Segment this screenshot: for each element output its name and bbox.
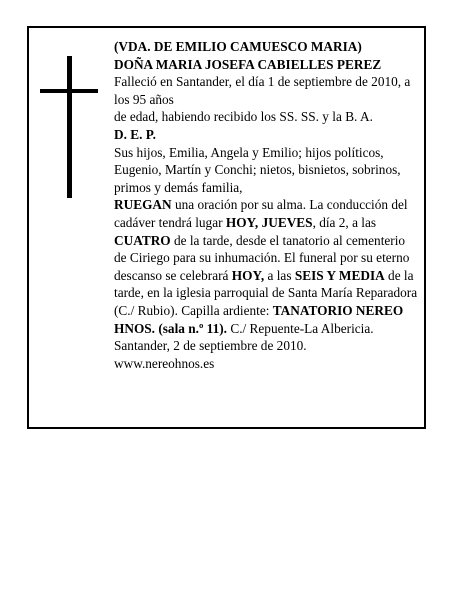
hoy-word: HOY,	[231, 267, 265, 283]
widow-of-line: (VDA. DE EMILIO CAMUESCO MARIA)	[114, 39, 362, 54]
church-text: de la tarde, en la iglesia parroquial de Santa María Reparadora (C./ Rubio). Capilla ardiente:	[114, 267, 418, 318]
cemetery-text: de la tarde, desde el tanatorio al cementerio de Ciriego para su inhumación. El funeral por su eterno descanso se celebrará	[114, 232, 410, 283]
prayer-text: una oración por su alma. La conducción del cadáver tendrá lugar	[114, 197, 408, 230]
death-line-1: Falleció en Santander, el día 1 de septiembre de 2010, a los 95 años	[114, 74, 411, 107]
hoy-jueves: HOY, JUEVES	[225, 214, 313, 230]
tanatorio-name: TANATORIO NEREO HNOS. (sala n.º 11).	[114, 302, 404, 336]
death-line-2: de edad, habiendo recibido los SS. SS. y la B. A.	[114, 109, 373, 125]
notice-text	[114, 38, 420, 372]
cross-horizontal-bar	[40, 89, 98, 93]
deceased-name: DOÑA MARIA JOSEFA CABIELLES PEREZ	[114, 56, 382, 72]
seis-y-media: SEIS Y MEDIA	[294, 267, 385, 283]
cuatro-word: CUATRO	[114, 232, 171, 248]
date-line: Santander, 2 de septiembre de 2010.	[114, 338, 307, 354]
cross-vertical-bar	[67, 56, 72, 198]
ceremony-paragraph	[114, 196, 420, 337]
cross-icon	[40, 56, 98, 198]
address-text: C./ Repuente-La Albericia.	[227, 320, 374, 336]
rip-line: D. E. P.	[114, 126, 156, 142]
at-text: a las	[264, 267, 295, 283]
obituary-notice	[27, 26, 426, 429]
day-text: , día 2, a las	[312, 214, 377, 230]
ruegan-word: RUEGAN	[114, 197, 172, 213]
website-text: www.nereohnos.es	[114, 355, 215, 371]
family-paragraph: Sus hijos, Emilia, Angela y Emilio; hijos políticos, Eugenio, Martín y Conchi; nietos, bisnietos, sobrinos, primos y demás familia,	[114, 144, 401, 195]
